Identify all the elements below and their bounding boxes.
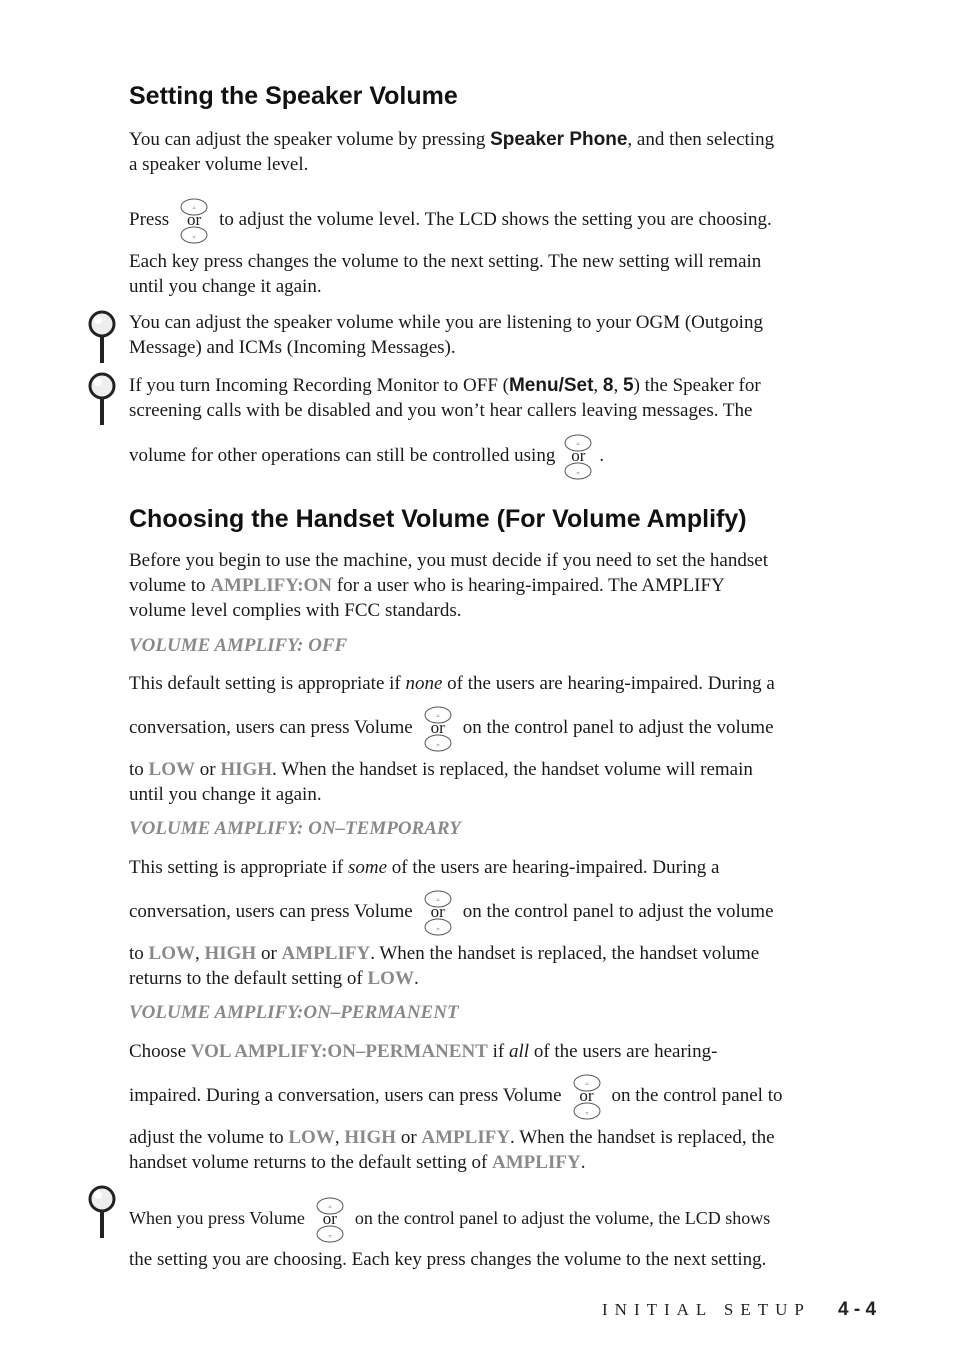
- page-number: 4 - 4: [838, 1299, 877, 1320]
- text: or: [194, 759, 221, 780]
- volume-up-down-key-icon: [313, 1196, 347, 1244]
- text: for a user who is hearing-impaired. The AMPLIFY: [332, 575, 725, 596]
- text: When you press Volume: [129, 1208, 305, 1228]
- text: .: [413, 968, 419, 989]
- note-pin-icon: [86, 371, 120, 427]
- svg-text:▵: ▵: [436, 712, 440, 719]
- handset-intro-paragraph: [129, 548, 829, 623]
- volume-up-down-key-icon: [421, 889, 455, 937]
- emphasis: none: [405, 673, 443, 694]
- volume-up-down-key-icon: [421, 705, 455, 753]
- or-label: or: [579, 1085, 594, 1105]
- section-title-handset-volume: Choosing the Handset Volume (For Volume Amplify): [129, 505, 747, 533]
- lcd-text: HIGH: [344, 1127, 397, 1148]
- amplify-perm-line1: [129, 1039, 829, 1064]
- text: ,: [194, 943, 205, 964]
- svg-text:▿: ▿: [436, 926, 440, 933]
- text: ) the Speaker for: [633, 375, 761, 396]
- lcd-text: LOW: [288, 1127, 335, 1148]
- text: Each key press changes the volume to the next setting. The new setting will remain: [129, 251, 762, 272]
- text: on the control panel to: [611, 1085, 783, 1106]
- text: impaired. During a conversation, users can press Volume: [129, 1085, 562, 1106]
- text: on the control panel to adjust the volume: [462, 717, 774, 738]
- amplify-temp-line2: [129, 888, 829, 937]
- lcd-text: LOW: [148, 943, 195, 964]
- note-volume-lcd-line1: [129, 1194, 849, 1244]
- text: ,: [613, 375, 623, 396]
- text: ,: [593, 375, 603, 396]
- svg-text:▿: ▿: [436, 742, 440, 749]
- emphasis: all: [509, 1041, 530, 1062]
- or-label: or: [322, 1208, 337, 1228]
- key-8-label: 8: [602, 375, 614, 396]
- or-label: or: [430, 901, 445, 921]
- or-label: or: [430, 717, 445, 737]
- svg-text:▵: ▵: [436, 896, 440, 903]
- text: to: [129, 943, 149, 964]
- svg-text:▵: ▵: [576, 440, 580, 447]
- text: This default setting is appropriate if: [129, 673, 406, 694]
- text: .: [599, 445, 605, 466]
- subheading-amplify-permanent: VOLUME AMPLIFY:ON–PERMANENT: [129, 1002, 459, 1023]
- amplify-perm-line2: [129, 1072, 849, 1121]
- emphasis: some: [347, 857, 388, 878]
- volume-up-down-key-icon: [177, 197, 211, 245]
- amplify-off-line1: [129, 671, 829, 696]
- text: until you change it again.: [129, 784, 322, 805]
- svg-text:▵: ▵: [192, 204, 196, 211]
- lcd-text: LOW: [367, 968, 414, 989]
- text: . When the handset is replaced, the handset volume will remain: [272, 759, 753, 780]
- text: conversation, users can press Volume: [129, 901, 413, 922]
- text: This setting is appropriate if: [129, 857, 348, 878]
- note-pin-icon: [86, 309, 120, 365]
- text: until you change it again.: [129, 276, 322, 297]
- note-pin-icon: [86, 1184, 120, 1240]
- text: Choose: [129, 1041, 191, 1062]
- text: adjust the volume to: [129, 1127, 289, 1148]
- text: on the control panel to adjust the volume, the LCD shows: [354, 1208, 771, 1228]
- amplify-perm-line3: [129, 1125, 829, 1175]
- svg-text:▿: ▿: [192, 234, 196, 241]
- text: . When the handset is replaced, the handset volume: [370, 943, 760, 964]
- speaker-phone-key-label: Speaker Phone: [490, 129, 628, 150]
- text: You can adjust the speaker volume while you are listening to your OGM (Outgoing: [129, 312, 763, 333]
- text: ,: [334, 1127, 345, 1148]
- text: a speaker volume level.: [129, 154, 309, 175]
- text: or: [396, 1127, 422, 1148]
- text: volume level complies with FCC standards.: [129, 600, 462, 621]
- svg-text:▵: ▵: [328, 1203, 332, 1210]
- text: of the users are hearing-: [529, 1041, 718, 1062]
- lcd-text: AMPLIFY: [281, 943, 371, 964]
- lcd-text: LOW: [148, 759, 195, 780]
- text: Message) and ICMs (Incoming Messages).: [129, 337, 456, 358]
- note-recording-monitor-line3: [129, 432, 829, 481]
- text: of the users are hearing-impaired. During a: [442, 673, 775, 694]
- text: the setting you are choosing. Each key press changes the volume to the next setting.: [129, 1249, 767, 1270]
- text: . When the handset is replaced, the: [510, 1127, 775, 1148]
- lcd-text: VOL AMPLIFY:ON–PERMANENT: [190, 1041, 488, 1062]
- amplify-off-line3: [129, 757, 829, 807]
- text: Press: [129, 209, 170, 230]
- note-speaker-ogm: [129, 310, 829, 360]
- text: , and then selecting: [627, 129, 775, 150]
- lcd-text: AMPLIFY:ON: [210, 575, 333, 596]
- text: conversation, users can press Volume: [129, 717, 413, 738]
- text: screening calls with be disabled and you won’t hear callers leaving messages. The: [129, 400, 753, 421]
- press-volume-paragraph: [129, 196, 829, 245]
- note-recording-monitor: [129, 373, 829, 423]
- section-title-speaker-volume: Setting the Speaker Volume: [129, 82, 458, 110]
- menu-set-key-label: Menu/Set: [508, 375, 594, 396]
- or-label: or: [187, 209, 202, 229]
- text: If you turn Incoming Recording Monitor to OFF (: [129, 375, 509, 396]
- footer-section-name: INITIAL SETUP: [602, 1300, 811, 1319]
- text: on the control panel to adjust the volume: [462, 901, 774, 922]
- lcd-text: HIGH: [220, 759, 273, 780]
- subheading-amplify-temporary: VOLUME AMPLIFY: ON–TEMPORARY: [129, 818, 461, 839]
- text: volume to: [129, 575, 211, 596]
- text: to: [129, 759, 149, 780]
- lcd-text: HIGH: [204, 943, 257, 964]
- text: volume for other operations can still be controlled using: [129, 445, 556, 466]
- text: or: [256, 943, 282, 964]
- text: if: [487, 1041, 509, 1062]
- subheading-amplify-off: VOLUME AMPLIFY: OFF: [129, 635, 348, 656]
- svg-text:▵: ▵: [585, 1080, 589, 1087]
- lcd-text: AMPLIFY: [421, 1127, 511, 1148]
- amplify-temp-line3: [129, 941, 829, 991]
- text: .: [580, 1152, 586, 1173]
- or-label: or: [571, 445, 586, 465]
- key-5-label: 5: [623, 375, 634, 396]
- text: to adjust the volume level. The LCD shows the setting you are choosing.: [219, 209, 772, 230]
- svg-text:▿: ▿: [576, 470, 580, 477]
- volume-up-down-key-icon: [561, 433, 595, 481]
- text: handset volume returns to the default setting of: [129, 1152, 493, 1173]
- text: of the users are hearing-impaired. During a: [387, 857, 720, 878]
- svg-text:▿: ▿: [585, 1110, 589, 1117]
- text: You can adjust the speaker volume by pressing: [129, 129, 491, 150]
- svg-text:▿: ▿: [328, 1233, 332, 1240]
- lcd-text: AMPLIFY: [492, 1152, 581, 1173]
- text: returns to the default setting of: [129, 968, 368, 989]
- key-press-paragraph: [129, 249, 829, 299]
- volume-up-down-key-icon: [570, 1073, 604, 1121]
- note-volume-lcd-line2: [129, 1247, 849, 1272]
- amplify-temp-line1: [129, 855, 829, 880]
- text: Before you begin to use the machine, you must decide if you need to set the handset: [129, 550, 768, 571]
- speaker-intro-paragraph: [129, 127, 829, 177]
- amplify-off-line2: [129, 704, 829, 753]
